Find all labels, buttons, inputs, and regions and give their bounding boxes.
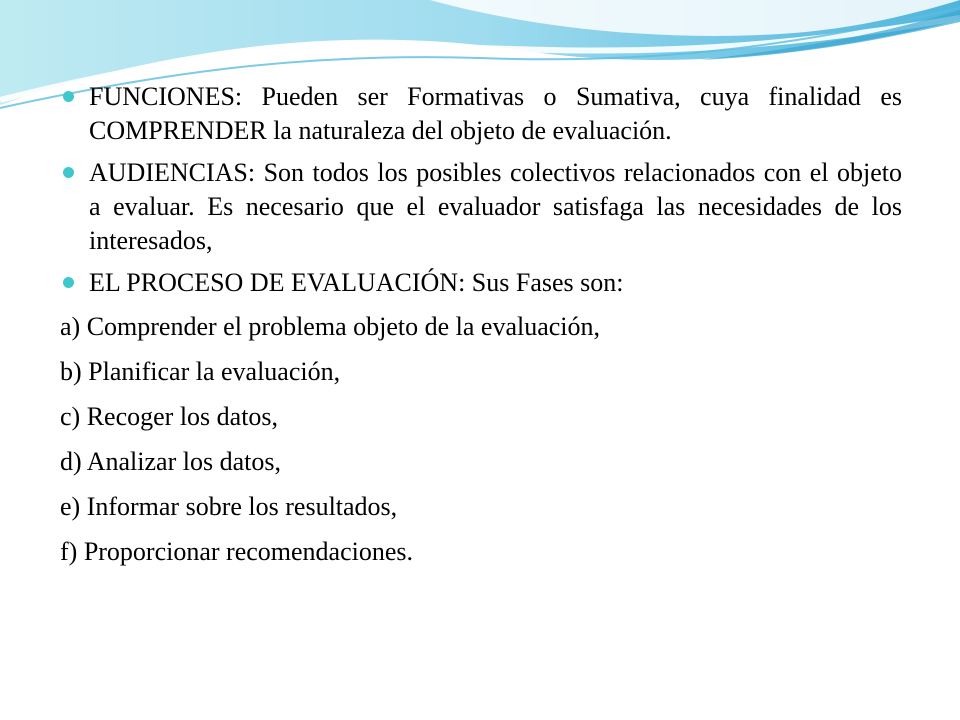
bullet-text: FUNCIONES: Pueden ser Formativas o Sumativa, cuya finalidad es COMPRENDER la naturaleza del objeto de evaluación. bbox=[89, 82, 902, 145]
bullet-funciones bbox=[60, 80, 902, 148]
step-item: d) Analizar los datos, bbox=[60, 447, 281, 476]
bullet-audiencias bbox=[60, 156, 902, 258]
bullet-text: AUDIENCIAS: Son todos los posibles colectivos relacionados con el objeto a evaluar. Es necesario que el evaluador satisfaga las necesidades de los interesados, bbox=[89, 158, 902, 255]
bullet-dot-icon bbox=[63, 91, 74, 102]
bullet-proceso bbox=[60, 266, 902, 300]
step-item: e) Informar sobre los resultados, bbox=[60, 492, 398, 521]
step-item: b) Planificar la evaluación, bbox=[60, 357, 341, 386]
bullet-dot-icon bbox=[63, 167, 74, 178]
slide-body bbox=[60, 80, 902, 580]
step-item: a) Comprender el problema objeto de la evaluación, bbox=[60, 312, 601, 341]
step-item: c) Recoger los datos, bbox=[60, 402, 279, 431]
bullet-text: EL PROCESO DE EVALUACIÓN: Sus Fases son: bbox=[89, 268, 624, 297]
bullet-dot-icon bbox=[63, 277, 74, 288]
step-item: f) Proporcionar recomendaciones. bbox=[60, 537, 414, 566]
